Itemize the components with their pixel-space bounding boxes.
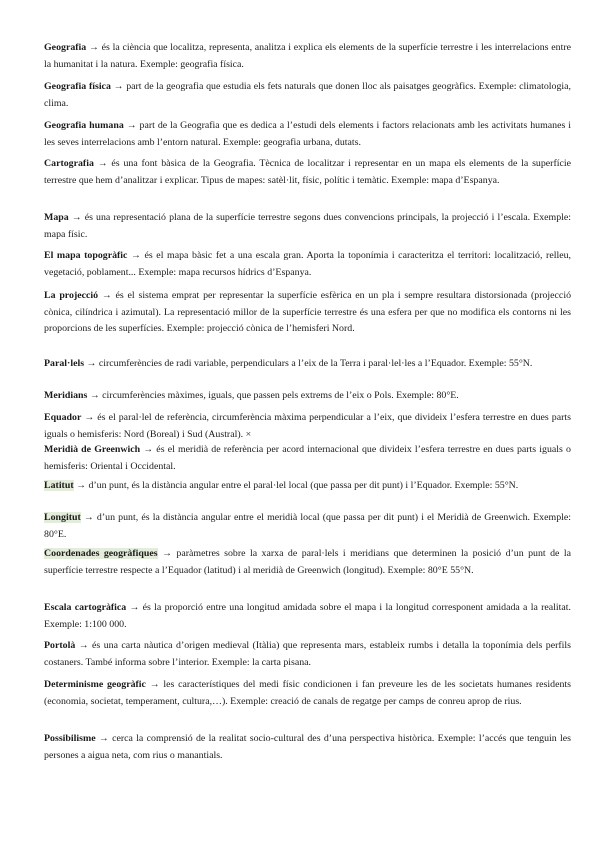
entry-geografia-fisica [44,79,571,112]
entry-text: → és el sistema emprat per representar la superfície esfèrica en un pla i sempre resultara distorsionada (projecció cònica, cilíndrica i azimutal). La representació millor de la superfície terrestre és una esfera per que no modifica els contorns ni les proporcions de les superfícies. Exemple: projecció cònica de l’hemisferi Nord. [44,290,572,335]
entry-longitut [44,510,571,543]
entry-text: → les característiques del medi físic condicionen i fan preveure les de les societats humanes residents (economia, societat, temperament, cultura,…). Exemple: creació de canals de regatge per camps de conreu aprop de rius. [44,679,571,707]
entry-term: Portolà [44,640,76,651]
entry-text: → cerca la comprensió de la realitat socio-cultural des d’una perspectiva històrica. Exemple: l’accés que tenguin les persones a aigua neta, com rius o manantials. [44,733,571,761]
entry-determinisme [44,677,571,710]
entry-term: Geografia humana [44,120,124,131]
entry-term: Paral·lels [44,358,85,369]
entry-geografia [44,40,571,73]
entry-term: La projecció [44,290,99,301]
entry-portola [44,638,571,671]
entry-term: Equador [44,412,82,423]
entry-meridians [44,388,571,405]
entry-projeccio [44,288,571,338]
entry-text: → és el meridià de referència per acord internacional que divideix l’esfera terrestre en dues parts iguals o hemisferis: Oriental i Occidental. [44,444,571,472]
entry-latitut [44,478,571,495]
entry-text: → és una carta nàutica d’origen medieval (Itàlia) que representa mars, estableix rumbs i detalla la toponímia dels perfils costaners. També informa sobre l’interior. Exemple: la carta pisana. [44,640,571,668]
entry-meridia-greenwich [44,442,571,475]
entry-text: → és el paral·lel de referència, circumferència màxima perpendicular a l’eix, que divideix l’esfera terrestre en dues parts iguals o hemisferis: Nord (Boreal) i Sud (Austral). × [44,412,571,440]
entry-text: → d’un punt, és la distància angular entre el meridià local (que passa per dit punt) i el Meridià de Greenwich. Exemple: 80°E. [44,512,571,540]
entry-mapa [44,210,571,243]
entry-term: Meridià de Greenwich [44,444,141,455]
entry-escala [44,600,571,633]
entry-term: El mapa topogràfic [44,250,128,261]
entry-text: → circumferències de radi variable, perpendiculars a l’eix de la Terra i paral·lel·les a l’Equador. Exemple: 55°N. [84,358,533,369]
entry-term: Geografia [44,42,87,53]
entry-text: → és una font bàsica de la Geografia. Tècnica de localitzar i representar en un mapa els elements de la superfície terrestre que hem d’analitzar i explicar. Tipus de mapes: satèl·lit, físic, polític i temàtic. Exemple: mapa d’Espanya. [44,158,571,186]
entry-text: → és el mapa bàsic fet a una escala gran. Aporta la toponímia i caracteritza el territori: localització, relleu, vegetació, poblament... Exemple: mapa recursos hídrics d’Espanya. [44,250,571,278]
entry-term: Longitut [44,512,81,523]
entry-coordenades [44,546,571,579]
entry-term: Determinisme geogràfic [44,679,146,690]
entry-term: Meridians [44,390,88,401]
entry-term: Geografia física [44,81,111,92]
entry-geografia-humana [44,118,571,151]
entry-mapa-topografic [44,248,571,281]
entry-text: → és la proporció entre una longitud amidada sobre el mapa i la longitud corresponent amidada a la realitat. Exemple: 1:100 000. [44,602,571,630]
entry-term: Cartografia [44,158,94,169]
entry-term: Coordenades geogràfiques [44,548,158,559]
entry-text: → part de la geografia que estudia els fets naturals que donen lloc als paisatges geogràfics. Exemple: climatologia, clima. [44,81,571,109]
entry-term: Mapa [44,212,69,223]
entry-term: Possibilisme [44,733,96,744]
entry-paralels [44,356,571,373]
entry-term: Escala cartogràfica [44,602,127,613]
entry-text: → és la ciència que localitza, representa, analitza i explica els elements de la superfície terrestre i les interrelacions entre la humanitat i la natura. Exemple: geografia física. [44,42,571,70]
entry-text: → és una representació plana de la superfície terrestre segons dues convencions principals, la projecció i l’escala. Exemple: mapa físic. [44,212,571,240]
entry-cartografia [44,156,571,189]
entry-text: → part de la Geografia que es dedica a l’estudi dels elements i factors relacionats amb les activitats humanes i les seves interrelacions amb l’entorn natural. Exemple: geografia urbana, dutats. [44,120,571,148]
entry-equador [44,410,571,443]
entry-term: Latitut [44,480,74,491]
entry-text: → paràmetres sobre la xarxa de paral·lels i meridians que determinen la posició d’un punt de la superfície terrestre respecte a l’Equador (latitud) i al meridià de Greenwich (longitud). Exemple: 80°E 55°N. [44,548,572,576]
entry-text: → circumferències màximes, iguals, que passen pels extrems de l’eix o Pols. Exemple: 80°E. [87,390,459,401]
entry-possibilisme [44,731,571,764]
entry-text: → d’un punt, és la distància angular entre el paral·lel local (que passa per dit punt) i l’Equador. Exemple: 55°N. [73,480,519,491]
